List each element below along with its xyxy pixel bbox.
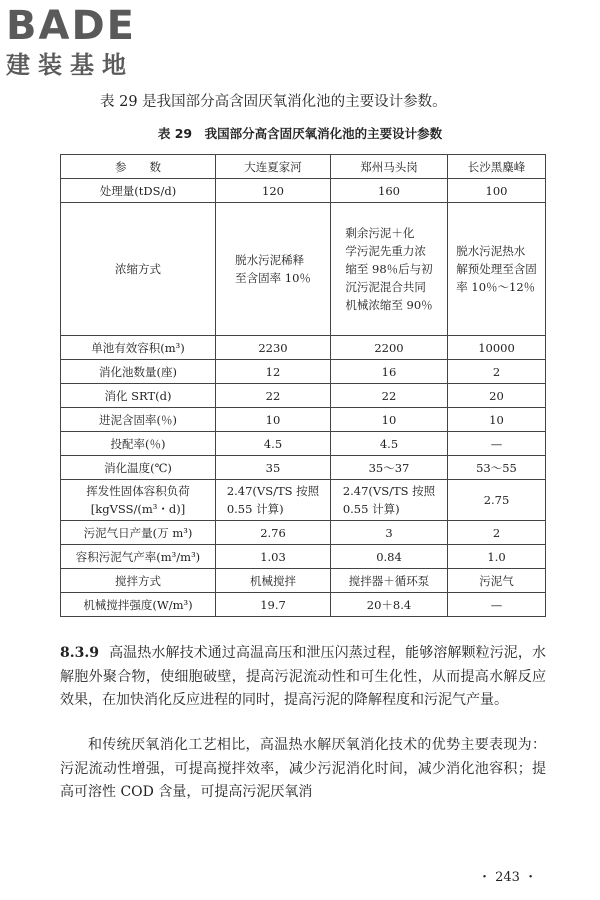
- table-cell: 2.75: [448, 480, 546, 521]
- table-row: [61, 384, 546, 408]
- logo-subtitle: 建装基地: [6, 51, 134, 79]
- table-cell: 2: [448, 521, 546, 545]
- table-row: [61, 480, 546, 521]
- table-cell: 2.76: [216, 521, 331, 545]
- table-cell: 剩余污泥＋化 学污泥先重力浓 缩至 98％后与初 沉污泥混合共同 机械浓缩至 90％: [331, 203, 448, 336]
- table-cell: 脱水污泥热水 解预处理至含固 率 10％～12％: [448, 203, 546, 336]
- table-cell: 35: [216, 456, 331, 480]
- table-cell: —: [448, 432, 546, 456]
- table-cell: 10: [448, 408, 546, 432]
- table-header-cell: 大连夏家河: [216, 155, 331, 179]
- table-cell: 机械搅拌: [216, 569, 331, 593]
- table-cell: 22: [331, 384, 448, 408]
- table-cell: 20: [448, 384, 546, 408]
- table-cell: 机械搅拌强度(W/m³): [61, 593, 216, 617]
- site-logo: [6, 4, 181, 80]
- table-cell: 2230: [216, 336, 331, 360]
- table-header-cell: 郑州马头岗: [331, 155, 448, 179]
- table-header-row: [61, 155, 546, 179]
- table-cell: 3: [331, 521, 448, 545]
- table-cell: 10: [216, 408, 331, 432]
- paragraph-839: [60, 642, 546, 713]
- table-cell: 搅拌方式: [61, 569, 216, 593]
- table-cell: 2.47(VS/TS 按照 0.55 计算): [216, 480, 331, 521]
- table-row: [61, 593, 546, 617]
- table-cell: 160: [331, 179, 448, 203]
- table-row: [61, 360, 546, 384]
- table-row: [61, 545, 546, 569]
- table-cell: 10: [331, 408, 448, 432]
- table-cell: 1.03: [216, 545, 331, 569]
- table-row: [61, 521, 546, 545]
- paragraph-1-text: 高温热水解技术通过高温高压和泄压闪蒸过程，能够溶解颗粒污泥，水解胞外聚合物，使细胞破壁，提高污泥流动性和可生化性，从而提高水解反应效果，在加快消化反应进程的同时，提高污泥的降解程度和污泥气产量。: [60, 645, 546, 708]
- table-cell: 10000: [448, 336, 546, 360]
- table-cell: 2200: [331, 336, 448, 360]
- section-number: 8.3.9: [60, 645, 99, 661]
- table-row: [61, 408, 546, 432]
- table-cell: 污泥气: [448, 569, 546, 593]
- table-cell: —: [448, 593, 546, 617]
- table-row: [61, 203, 546, 336]
- table-cell: 2: [448, 360, 546, 384]
- logo-wordmark: BADE: [6, 3, 136, 49]
- table-cell: 4.5: [216, 432, 331, 456]
- table-cell: 单池有效容积(m³): [61, 336, 216, 360]
- table-cell: 20＋8.4: [331, 593, 448, 617]
- table-header-cell: 参 数: [61, 155, 216, 179]
- table-cell: 处理量(tDS/d): [61, 179, 216, 203]
- table-cell: 挥发性固体容积负荷 [kgVSS/(m³・d)]: [61, 480, 216, 521]
- table-cell: 消化温度(℃): [61, 456, 216, 480]
- table-row: [61, 432, 546, 456]
- table-cell: 2.47(VS/TS 按照 0.55 计算): [331, 480, 448, 521]
- table-cell: 4.5: [331, 432, 448, 456]
- table-cell: 搅拌器＋循环泵: [331, 569, 448, 593]
- table-row: [61, 179, 546, 203]
- table-cell: 污泥气日产量(万 m³): [61, 521, 216, 545]
- table-cell: 浓缩方式: [61, 203, 216, 336]
- table-caption: 表 29 我国部分高含固厌氧消化池的主要设计参数: [157, 126, 443, 141]
- paragraph-2-text: 和传统厌氧消化工艺相比，高温热水解厌氧消化技术的优势主要表现为：污泥流动性增强，可提高搅拌效率，减少污泥消化时间，减少消化池容积；提高可溶性 COD 含量，可提高污泥厌氧消: [60, 737, 546, 800]
- design-parameters-table: [60, 154, 546, 617]
- table-row: [61, 456, 546, 480]
- table-cell: 容积污泥气产率(m³/m³): [61, 545, 216, 569]
- table-row: [61, 336, 546, 360]
- page-number: ・ 243 ・: [478, 870, 538, 885]
- table-cell: 0.84: [331, 545, 448, 569]
- table-cell: 消化 SRT(d): [61, 384, 216, 408]
- table-cell: 12: [216, 360, 331, 384]
- table-cell: 投配率(％): [61, 432, 216, 456]
- intro-text: 表 29 是我国部分高含固厌氧消化池的主要设计参数。: [100, 94, 447, 110]
- table-cell: 53～55: [448, 456, 546, 480]
- table-cell: 120: [216, 179, 331, 203]
- table-cell: 100: [448, 179, 546, 203]
- table-header-cell: 长沙黑麋峰: [448, 155, 546, 179]
- table-cell: 16: [331, 360, 448, 384]
- table-cell: 消化池数量(座): [61, 360, 216, 384]
- table-cell: 19.7: [216, 593, 331, 617]
- table-cell: 1.0: [448, 545, 546, 569]
- table-cell: 22: [216, 384, 331, 408]
- table-cell: 进泥含固率(％): [61, 408, 216, 432]
- table-row: [61, 569, 546, 593]
- table-cell: 脱水污泥稀释 至含固率 10％: [216, 203, 331, 336]
- table-cell: 35～37: [331, 456, 448, 480]
